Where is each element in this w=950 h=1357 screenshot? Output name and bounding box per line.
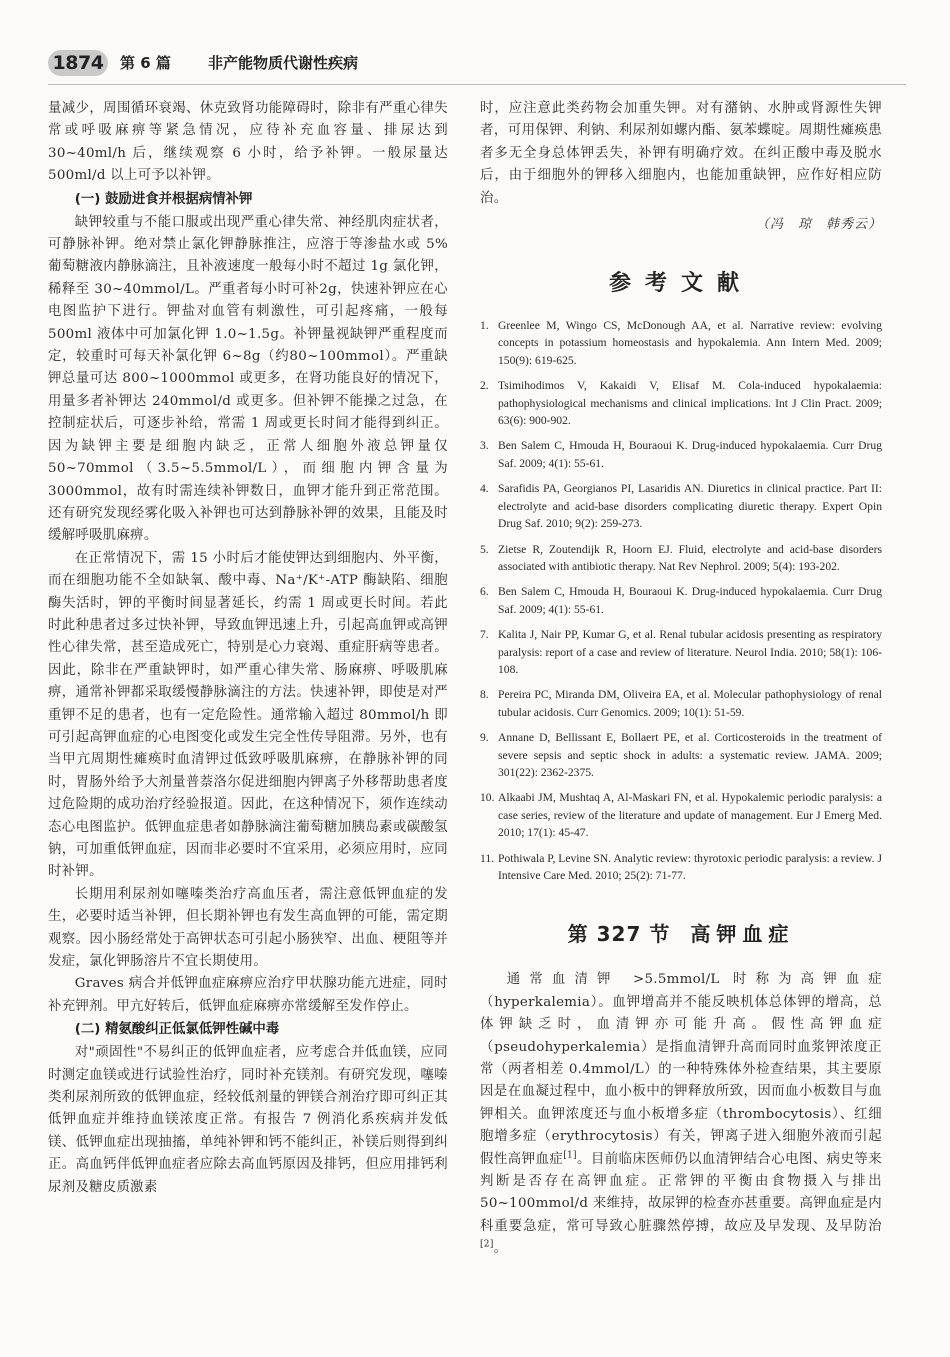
- reference-number: 10.: [480, 791, 495, 805]
- paragraph-text: 通常血清钾 >5.5mmol/L 时称为高钾血症（hyperkalemia）。血钾增高并不能反映机体总体钾的增高，总体钾缺乏时，血清钾亦可能升高。假性高钾血症（pseudohyperkalemia）是指血清钾升高而同时血浆钾浓度正常（两者相差 0.4mmol/L）的一种特殊体外检查结果，其主要原因是在血凝过程中，血小板中的钾释放所致，因而血小板数目与血钾相关。血钾浓度还与血小板增多症（thrombocytosis）、红细胞增多症（erythrocytosis）有关，钾离子进入细胞外液而引起假性高钾血症: [480, 972, 882, 1167]
- reference-text: Pothiwala P, Levine SN. Analytic review: thyrotoxic periodic paralysis: a review. J Intensive Care Med. 2010; 25(2): 71-77.: [498, 851, 882, 882]
- paragraph: [480, 969, 882, 1260]
- reference-text: Zietse R, Zoutendijk R, Hoorn EJ. Fluid, electrolyte and acid-base disorders associated with antibiotic therapy. Nat Rev Nephrol. 2009; 5(4): 193-202.: [498, 542, 882, 573]
- reference-item: [480, 480, 882, 532]
- reference-item: [480, 789, 882, 841]
- subheading: (二) 精氨酸纠正低氯低钾性碱中毒: [74, 1022, 280, 1038]
- reference-text: Pereira PC, Miranda DM, Oliveira EA, et al. Molecular pathophysiology of renal tubular acidosis. Curr Genomics. 2009; 10(1): 51-59.: [498, 688, 882, 719]
- citation: [2]: [480, 1239, 494, 1250]
- reference-text: Ben Salem C, Hmouda H, Bouraoui K. Drug-induced hypokalaemia. Curr Drug Saf. 2009; 4(1): 55-61.: [498, 439, 882, 470]
- reference-item: [480, 583, 882, 618]
- references-title: 参考文献: [608, 271, 753, 297]
- paragraph: 量减少，周围循环衰竭、休克致肾功能障碍时，除非有严重心律失常或呼吸麻痹等紧急情况，应待补充血容量、排尿达到 30~40ml/h 后，继续观察 6 小时，给予补钾。一般尿量达500ml/d 以上可予以补钾。: [48, 101, 448, 184]
- reference-item: [480, 317, 882, 369]
- paragraph: Graves 病合并低钾血症麻痹应治疗甲状腺功能亢进症，同时补充钾剂。甲亢好转后，低钾血症麻痹亦常缓解至发作停止。: [48, 976, 448, 1014]
- reference-number: 6.: [480, 585, 489, 599]
- paragraph-text: 。: [493, 1241, 508, 1257]
- paragraph: 在正常情况下，需 15 小时后才能使钾达到细胞内、外平衡，而在细胞功能不全如缺氧、酸中毒、Na⁺/K⁺-ATP 酶缺陷、细胞酶失活时，钾的平衡时间显著延长，约需 1 周或更长时间。若此时此种患者过多过快补钾，导致血钾迅速上升，引起高血钾或高钾性心律失常，甚至造成死亡，特别是心力衰竭、重症肝病等患者。因此，除非在严重缺钾时，如严重心律失常、肠麻痹、呼吸肌麻痹，通常补钾都采取缓慢静脉滴注的方法。快速补钾，即使是对严重钾不足的患者，也有一定危险性。通常输入超过 80mmol/h 即可引起高钾血症的心电图变化或发生完全性传导阻滞。另外，也有当甲亢周期性瘫痪时血清钾过低致呼吸肌麻痹，在静脉补钾的同时，胃肠外给予大剂量普萘洛尔促进细胞内钾离子外移帮助患者度过危险期的成功治疗经验报道。因此，在这种情况下，须作连续动态心电图监护。低钾血症患者如静脉滴注葡萄糖加胰岛素或碳酸氢钠，可加重低钾血症，因而非必要时不宜采用，必须应用时，应同时补钾。: [48, 550, 448, 880]
- reference-number: 9.: [480, 731, 489, 745]
- reference-item: [480, 626, 882, 678]
- page-number: 1874: [48, 50, 108, 76]
- right-column: [480, 98, 882, 1261]
- part-title: 非产能物质代谢性疾病: [208, 54, 359, 72]
- citation: [1]: [563, 1150, 577, 1161]
- reference-number: 2.: [480, 379, 489, 393]
- reference-number: 4.: [480, 482, 489, 496]
- reference-number: 11.: [480, 851, 495, 865]
- header-divider: [48, 84, 906, 85]
- subheading: (一) 鼓励进食并根据病情补钾: [74, 191, 253, 207]
- section-title: 高钾血症: [690, 922, 795, 947]
- reference-number: 1.: [480, 319, 489, 333]
- reference-item: [480, 377, 882, 429]
- reference-text: Alkaabi JM, Mushtaq A, Al-Maskari FN, et al. Hypokalemic periodic paralysis: a case series, review of the literature and update of management. Eur J Emerg Med. 2010; 17(1): 45-47.: [498, 791, 882, 840]
- section-number: 第 327 节: [567, 922, 671, 947]
- reference-number: 7.: [480, 628, 489, 642]
- page-header: [48, 50, 908, 78]
- reference-number: 5.: [480, 542, 489, 556]
- reference-text: Greenlee M, Wingo CS, McDonough AA, et al. Narrative review: evolving concepts in potassium homeostasis and hypokalemia. Ann Intern Med. 2009; 150(9): 619-625.: [498, 319, 882, 367]
- left-column: [48, 98, 448, 1199]
- part-label: 第 6 篇: [120, 54, 171, 72]
- paragraph: 缺钾较重与不能口服或出现严重心律失常、神经肌肉症状者，可静脉补钾。绝对禁止氯化钾静脉推注，应溶于等渗盐水或 5% 葡萄糖液内静脉滴注，且补液速度一般每小时不超过 1g 氯化钾，稀释至 30~40mmol/L。严重者每小时可补2g，快速补钾应在心电图监护下进行。钾盐对血管有刺激性，可引起疼痛，一般每 500ml 液体中可加氯化钾 1.0~1.5g。补钾量视缺钾严重程度而定，较重时可每天补氯化钾 6~8g（约80~100mmol）。严重缺钾总量可达 800~1000mmol 或更多，在肾功能良好的情况下，用量多者补钾达 240mmol/d 或更多。但补钾不能操之过急，在控制症状后，可逐步补给，常需 1 周或更长时间才能得到纠正。因为缺钾主要是细胞内缺乏，正常人细胞外液总钾量仅 50~70mmol（3.5~5.5mmol/L），而细胞内钾含量为 3000mmol，故有时需连续补钾数日，血钾才能升到正常范围。还有研究发现经雾化吸入补钾也可达到静脉补钾的效果，且能及时缓解呼吸肌麻痹。: [48, 214, 448, 544]
- reference-item: [480, 541, 882, 576]
- reference-text: Ben Salem C, Hmouda H, Bouraoui K. Drug-induced hypokalaemia. Curr Drug Saf. 2009; 4(1): 55-61.: [498, 585, 882, 616]
- reference-number: 8.: [480, 688, 489, 702]
- reference-text: Kalita J, Nair PP, Kumar G, et al. Renal tubular acidosis presenting as respiratory paralysis: report of a case and review of literature. Neurol India. 2010; 58(1): 106-108.: [498, 628, 882, 676]
- paragraph: 对"顽固性"不易纠正的低钾血症者，应考虑合并低血镁，应同时测定血镁或进行试验性治疗，同时补充镁剂。有研究发现，噻嗪类利尿剂所致的低钾血症，经较低剂量的钾镁合剂治疗即可纠正其低钾血症并维持血镁浓度正常。有报告 7 例消化系疾病并发低镁、低钾血症出现抽搐，单纯补钾和钙不能纠正，补镁后则得到纠正。高血钙伴低钾血症者应除去高血钙原因及排钙，但应用排钙利尿剂及糖皮质激素: [48, 1045, 448, 1195]
- paragraph: 时，应注意此类药物会加重失钾。对有潴钠、水肿或肾源性失钾者，可用保钾、利钠、利尿剂如螺内酯、氨苯蝶啶。周期性瘫痪患者多无全身总体钾丢失，补钾有明确疗效。在纠正酸中毒及脱水后，由于细胞外的钾移入细胞内，也能加重缺钾，应作好相应防治。: [480, 101, 882, 206]
- reference-item: [480, 850, 882, 885]
- reference-item: [480, 686, 882, 721]
- authors: （冯 琼 韩秀云）: [755, 217, 882, 233]
- section-heading: [480, 918, 882, 947]
- paragraph-text: 。目前临床医师仍以血清钾结合心电图、病史等来判断是否存在高钾血症。正常钾的平衡由食物摄入与排出 50~100mmol/d 来维持，故尿钾的检查亦甚重要。高钾血症是内科重要急症，常可导致心脏骤然停搏，故应及早发现、及早防治: [480, 1151, 882, 1234]
- reference-text: Tsimihodimos V, Kakaidi V, Elisaf M. Cola-induced hypokalaemia: pathophysiological mechanisms and clinical implications. Int J Clin Pract. 2009; 63(6): 900-902.: [498, 379, 882, 428]
- reference-list: [480, 317, 882, 884]
- paragraph: 长期用利尿剂如噻嗪类治疗高血压者，需注意低钾血症的发生，必要时适当补钾，但长期补钾也有发生高血钾的可能，需定期观察。因小肠经常处于高钾状态可引起小肠狭窄、出血、梗阻等并发症，氯化钾肠溶片不宜长期使用。: [48, 886, 448, 970]
- reference-item: [480, 729, 882, 781]
- reference-item: [480, 437, 882, 472]
- reference-text: Annane D, Bellissant E, Bollaert PE, et al. Corticosteroids in the treatment of severe sepsis and septic shock in adults: a systematic review. JAMA. 2009; 301(22): 2362-2375.: [498, 731, 882, 779]
- reference-text: Sarafidis PA, Georgianos PI, Lasaridis AN. Diuretics in clinical practice. Part II: electrolyte and acid-base disorders complicating diuretic therapy. Expert Opin Drug Saf. 2010; 9(2): 259-273.: [498, 482, 882, 531]
- reference-number: 3.: [480, 439, 489, 453]
